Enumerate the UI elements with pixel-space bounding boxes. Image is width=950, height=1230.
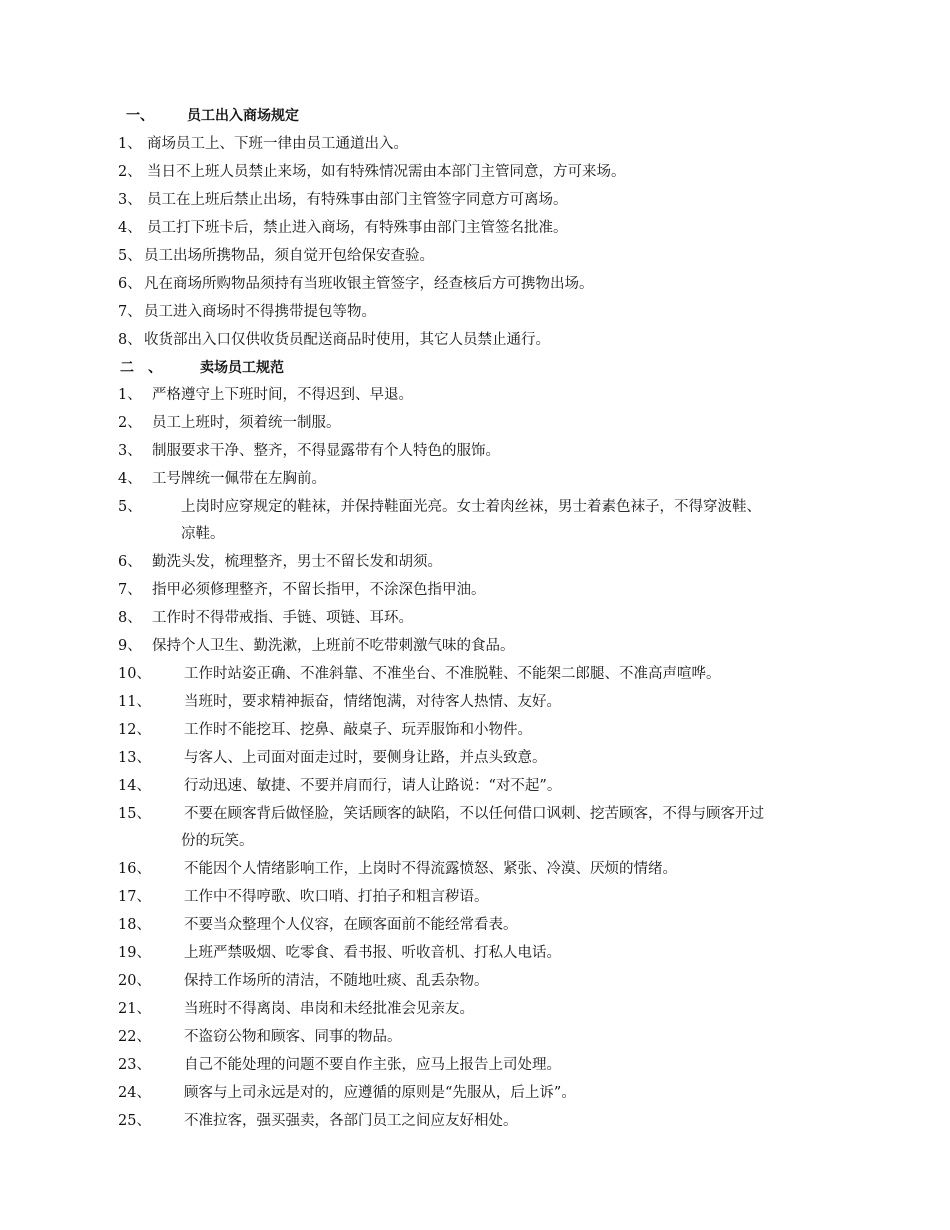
item-text: 不要当众整理个人仪容，在顾客面前不能经常看表。	[184, 917, 518, 933]
item-text: 凡在商场所购物品须持有当班收银主管签字，经查核后方可携物出场。	[144, 276, 594, 292]
item-number: 19、	[118, 945, 151, 961]
item-number: 9、	[118, 638, 142, 654]
section1-number: 一、	[126, 108, 154, 124]
item-number: 8、	[118, 610, 142, 626]
item-number: 20、	[118, 973, 151, 989]
item-text: 顾客与上司永远是对的，应遵循的原则是“先服从，后上诉”。	[184, 1085, 576, 1101]
item-text-continuation: 凉鞋。	[181, 526, 225, 542]
item-text: 指甲必须修理整齐，不留长指甲，不涂深色指甲油。	[152, 582, 486, 598]
item-text: 员工进入商场时不得携带提包等物。	[144, 304, 376, 320]
item-number: 3、	[118, 192, 142, 208]
item-text: 不要在顾客背后做怪脸，笑话顾客的缺陷，不以任何借口讽刺、挖苦顾客，不得与顾客开过	[184, 806, 764, 822]
item-text: 与客人、上司面对面走过时，要侧身让路，并点头致意。	[184, 750, 547, 766]
item-number: 7、	[118, 582, 142, 598]
item-number: 10、	[118, 666, 151, 682]
item-number: 3、	[118, 443, 142, 459]
item-number: 12、	[118, 722, 151, 738]
item-number: 15、	[118, 806, 151, 822]
item-number: 1、	[118, 136, 142, 152]
item-text: 保持工作场所的清洁，不随地吐痰、乱丢杂物。	[184, 973, 489, 989]
item-text: 员工在上班后禁止出场，有特殊事由部门主管签字同意方可离场。	[147, 192, 568, 208]
item-text: 勤洗头发，梳理整齐，男士不留长发和胡须。	[152, 554, 442, 570]
item-text: 当日不上班人员禁止来场，如有特殊情况需由本部门主管同意，方可来场。	[147, 164, 626, 180]
item-number: 21、	[118, 1001, 151, 1017]
section2-number: 二 、	[120, 360, 162, 376]
item-text: 制服要求干净、整齐，不得显露带有个人特色的服饰。	[152, 443, 500, 459]
item-text: 工号牌统一佩带在左胸前。	[152, 471, 326, 487]
item-number: 18、	[118, 917, 151, 933]
item-number: 23、	[118, 1057, 151, 1073]
item-number: 4、	[118, 220, 142, 236]
item-number: 13、	[118, 750, 151, 766]
item-number: 4、	[118, 471, 142, 487]
item-number: 25、	[118, 1113, 151, 1129]
item-text: 当班时，要求精神振奋，情绪饱满，对待客人热情、友好。	[184, 694, 561, 710]
item-number: 6、	[118, 276, 142, 292]
item-number: 7、	[118, 304, 142, 320]
item-text: 当班时不得离岗、串岗和未经批准会见亲友。	[184, 1001, 474, 1017]
section1-title: 员工出入商场规定	[187, 108, 299, 124]
item-number: 5、	[118, 499, 142, 515]
item-number: 2、	[118, 415, 142, 431]
item-number: 8、	[118, 332, 142, 348]
item-number: 6、	[118, 554, 142, 570]
item-text: 员工上班时，须着统一制服。	[152, 415, 341, 431]
item-number: 11、	[118, 694, 151, 710]
item-text: 上岗时应穿规定的鞋袜，并保持鞋面光亮。女士着肉丝袜，男士着素色袜子，不得穿波鞋、	[181, 499, 761, 515]
item-text: 工作时不能挖耳、挖鼻、敲桌子、玩弄服饰和小物件。	[184, 722, 532, 738]
item-text-continuation: 份的玩笑。	[181, 833, 254, 849]
item-text: 不准拉客，强买强卖，各部门员工之间应友好相处。	[184, 1113, 518, 1129]
item-text: 不盗窃公物和顾客、同事的物品。	[184, 1029, 402, 1045]
item-text: 自己不能处理的问题不要自作主张，应马上报告上司处理。	[184, 1057, 561, 1073]
item-text: 不能因个人情绪影响工作，上岗时不得流露愤怒、紧张、冷漠、厌烦的情绪。	[184, 861, 677, 877]
item-text: 行动迅速、敏捷、不要并肩而行，请人让路说：“对不起”。	[184, 778, 562, 794]
section2-title: 卖场员工规范	[200, 360, 284, 376]
item-text: 严格遵守上下班时间，不得迟到、早退。	[152, 387, 413, 403]
item-text: 员工出场所携物品，须自觉开包给保安查验。	[144, 248, 434, 264]
item-number: 14、	[118, 778, 151, 794]
item-number: 24、	[118, 1085, 151, 1101]
item-text: 商场员工上、下班一律由员工通道出入。	[147, 136, 408, 152]
item-number: 5、	[118, 248, 142, 264]
item-number: 2、	[118, 164, 142, 180]
item-number: 17、	[118, 889, 151, 905]
item-number: 1、	[118, 387, 142, 403]
item-text: 上班严禁吸烟、吃零食、看书报、听收音机、打私人电话。	[184, 945, 561, 961]
item-text: 工作时不得带戒指、手链、项链、耳环。	[152, 610, 413, 626]
item-text: 工作中不得哼歌、吹口哨、打拍子和粗言秽语。	[184, 889, 489, 905]
item-text: 保持个人卫生、勤洗漱，上班前不吃带刺激气味的食品。	[152, 638, 515, 654]
item-number: 22、	[118, 1029, 151, 1045]
item-number: 16、	[118, 861, 151, 877]
item-text: 员工打下班卡后，禁止进入商场，有特殊事由部门主管签名批准。	[147, 220, 568, 236]
item-text: 工作时站姿正确、不准斜靠、不准坐台、不准脱鞋、不能架二郎腿、不准高声喧哗。	[184, 666, 721, 682]
item-text: 收货部出入口仅供收货员配送商品时使用，其它人员禁止通行。	[144, 332, 550, 348]
